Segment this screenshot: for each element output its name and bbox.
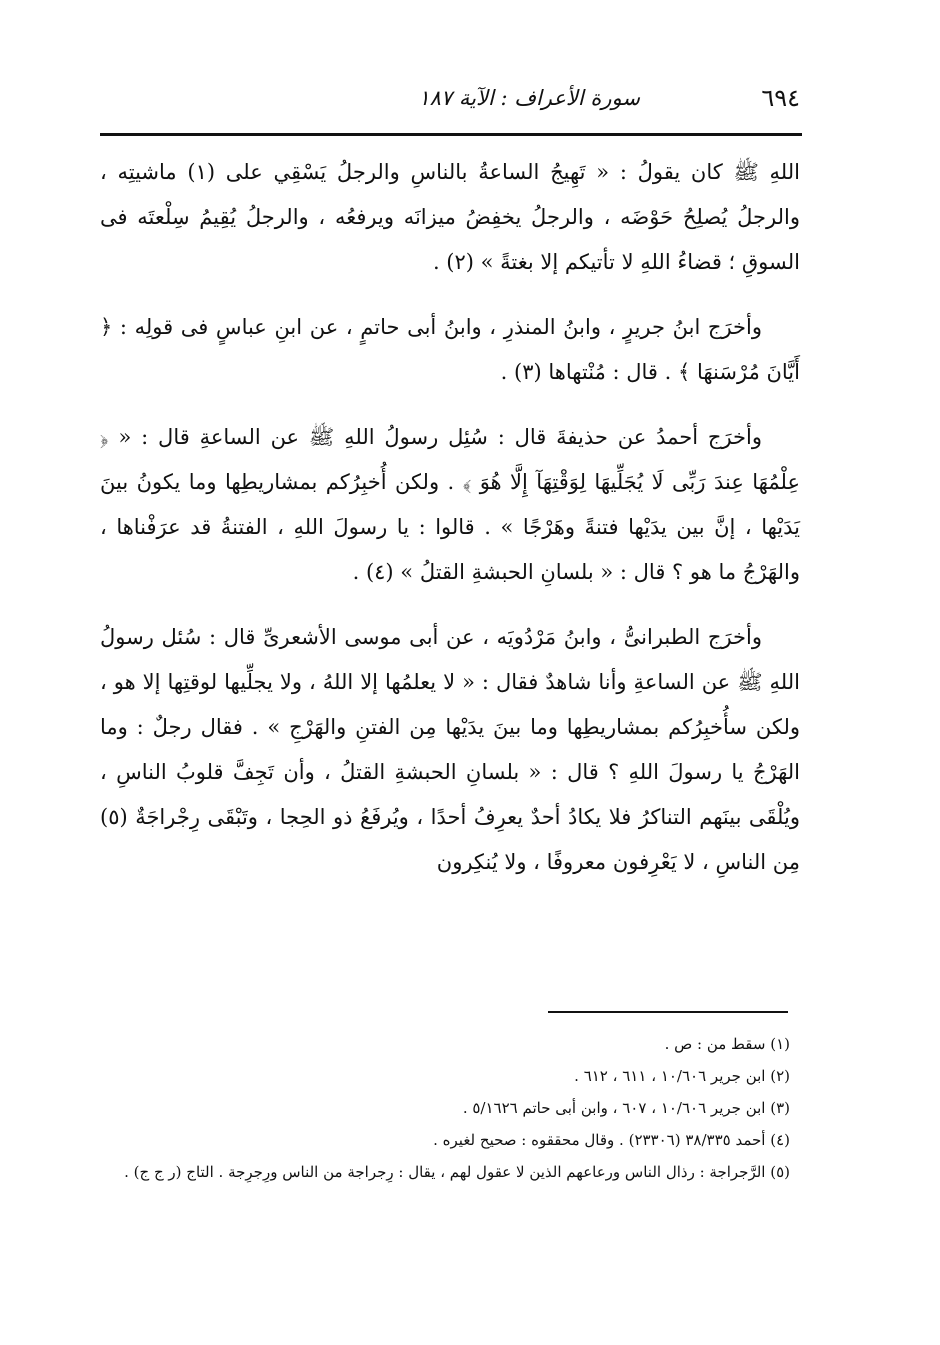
footnote: (٢) ابن جرير ١٠/٦٠٦ ، ٦١١ ، ٦١٢ . [574, 1067, 790, 1085]
footnote: (٤) أحمد ٣٨/٣٣٥ (٢٣٣٠٦) . وقال محققوه : صحيح لغيره . [433, 1131, 790, 1149]
footnote-rule [548, 1011, 788, 1013]
page-header [100, 78, 800, 118]
footnote: (١) سقط من : ص . [664, 1035, 790, 1053]
paragraph: وأخرَج الطبرانىُّ ، وابنُ مَرْدُويَه ، عن أبى موسى الأشعرىِّ قال : سُئل رسولُ اللهِ ﷺ عن الساعةِ وأنا شاهدٌ فقال : « لا يعلمُها إلا اللهُ ، ولا يجلِّيها لوقتِها إلا هو ، ولكن سأُخبِرُكم بمشاريطِها وما بينَ يدَيْها مِن الفتنِ والهَرْجِ » . فقال رجلٌ : وما الهَرْجُ يا رسولَ اللهِ ؟ قال : « بلسانِ الحبشةِ القتلُ ، وأن تَجِفَّ قلوبُ الناسِ ، ويُلْقَى بينَهم التناكرُ فلا يكادُ أحدٌ يعرِفُ أحدًا ، ويُرفَعُ ذو الحِجا ، وتَبْقَى رِجْراجَةٌ (٥) مِن الناسِ ، لا يَعْرِفون معروفًا ، ولا يُنكِرون [100, 625, 800, 874]
paragraph: وأخرَج أحمدُ عن حذيفةَ قال : سُئِل رسولُ اللهِ ﷺ عن الساعةِ قال : « ﴿ عِلْمُهَا عِندَ رَبِّى لَا يُجَلِّيهَا لِوَقْتِهَآ إِلَّا هُوَ ﴾ . ولكن أُخبِرُكم بمشاريطِها وما يكونُ بينَ يَدَيْها ، إنَّ بين يدَيْها فتنةً وهَرْجًا » . قالوا : يا رسولَ اللهِ ، الفتنةُ قد عرَفْناها ، والهَرْجُ ما هو ؟ قال : « بلسانِ الحبشةِ القتلُ » (٤) . [100, 425, 800, 584]
header-rule [100, 133, 802, 136]
main-text [100, 150, 800, 905]
paragraph: اللهِ ﷺ كان يقولُ : « تَهِيجُ الساعةُ بالناسِ والرجلُ يَسْقِي على (١) ماشيتِه ، والرجلُ يُصلِحُ حَوْضَه ، والرجلُ يخفِضُ ميزانَه ويرفعُه ، والرجلُ يُقِيمُ سِلْعتَه فى السوقِ ؛ قضاءُ اللهِ لا تأتيكم إلا بغتةً » (٢) . [100, 160, 800, 274]
footnotes [100, 1028, 790, 1188]
running-title: سورة الأعراف : الآية ١٨٧ [418, 86, 640, 110]
footnote: (٣) ابن جرير ١٠/٦٠٦ ، ٦٠٧ ، وابن أبى حاتم ٥/١٦٢٦ . [462, 1099, 790, 1117]
page-number: ٦٩٤ [761, 84, 800, 112]
paragraph: وأخرَج ابنُ جريرٍ ، وابنُ المنذرِ ، وابنُ أبى حاتمٍ ، عن ابنِ عباسٍ فى قولِه : ﴿ أَيَّانَ مُرْسَنهَا ﴾ . قال : مُنْتهاها (٣) . [100, 315, 800, 384]
footnote: (٥) الرَّجراجة : رذال الناس ورعاعهم الذين لا عقول لهم ، يقال : رِجراجة من الناس ورِجرِجة . التاج (ر ج ج) . [124, 1163, 790, 1181]
